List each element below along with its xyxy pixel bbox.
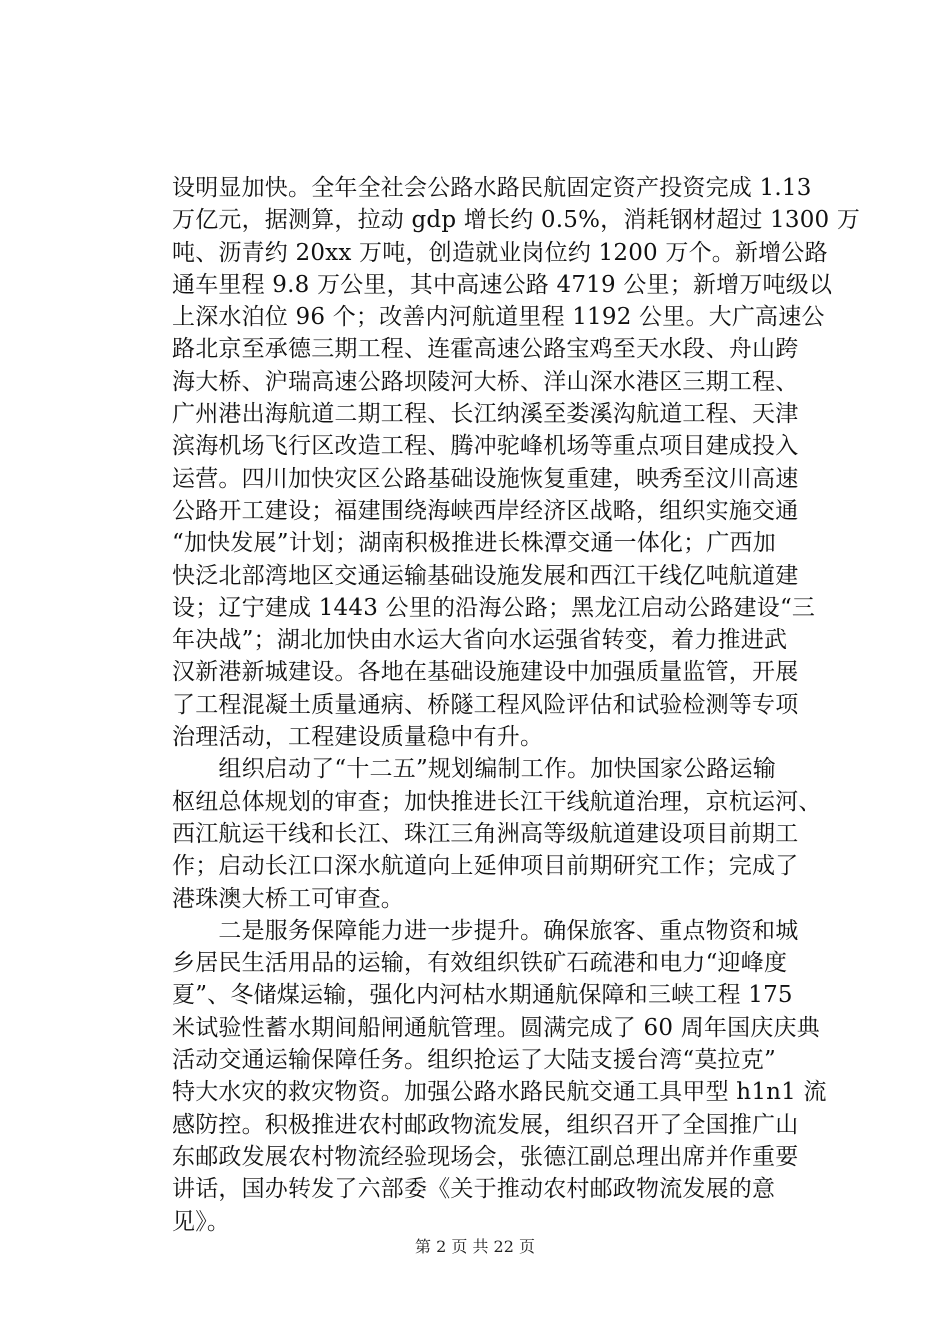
text-line: 运营。四川加快灾区公路基础设施恢复重建，映秀至汶川高速 <box>172 465 799 492</box>
text-line: 港珠澳大桥工可审查。 <box>172 885 404 912</box>
page-footer: 第 2 页 共 22 页 <box>415 1237 535 1256</box>
text-line: 设；辽宁建成 1443 公里的沿海公路；黑龙江启动公路建设“三 <box>172 594 816 621</box>
text-line: 特大水灾的救灾物资。加强公路水路民航交通工具甲型 h1n1 流 <box>172 1079 827 1106</box>
text-line: 乡居民生活用品的运输，有效组织铁矿石疏港和电力“迎峰度 <box>172 950 788 977</box>
text-line: 上深水泊位 96 个；改善内河航道里程 1192 公里。大广高速公 <box>172 304 825 331</box>
text-line: 米试验性蓄水期间船闸通航管理。圆满完成了 60 周年国庆庆典 <box>172 1014 820 1041</box>
text-line: 治理活动，工程建设质量稳中有升。 <box>172 724 544 751</box>
text-line: 广州港出海航道二期工程、长江纳溪至娄溪沟航道工程、天津 <box>172 401 799 428</box>
text-line: 通车里程 9.8 万公里，其中高速公路 4719 公里；新增万吨级以 <box>172 271 833 298</box>
text-line: 了工程混凝土质量通病、桥隧工程风险评估和试验检测等专项 <box>172 691 799 718</box>
text-line: 组织启动了“十二五”规划编制工作。加快国家公路运输 <box>172 756 776 783</box>
text-line: 海大桥、沪瑞高速公路坝陵河大桥、洋山深水港区三期工程、 <box>172 368 799 395</box>
text-line: 活动交通运输保障任务。组织抢运了大陆支援台湾“莫拉克” <box>172 1047 776 1074</box>
text-line: 设明显加快。全年全社会公路水路民航固定资产投资完成 1.13 <box>172 175 812 201</box>
text-line: 西江航运干线和长江、珠江三角洲高等级航道建设项目前期工 <box>172 820 799 847</box>
text-line: 年决战”；湖北加快由水运大省向水运强省转变，着力推进武 <box>172 627 788 654</box>
text-line: 夏”、冬储煤运输，强化内河枯水期通航保障和三峡工程 175 <box>172 982 793 1009</box>
text-line: 感防控。积极推进农村邮政物流发展，组织召开了全国推广山 <box>172 1111 799 1138</box>
text-line: 见》。 <box>172 1208 231 1235</box>
text-line: 万亿元，据测算，拉动 gdp 增长约 0.5%，消耗钢材超过 1300 万 <box>172 207 861 234</box>
text-line: 讲话，国办转发了六部委《关于推动农村邮政物流发展的意 <box>172 1176 776 1203</box>
body-text <box>172 172 861 1238</box>
text-line: 二是服务保障能力进一步提升。确保旅客、重点物资和城 <box>172 917 799 944</box>
text-line: 吨、沥青约 20xx 万吨，创造就业岗位约 1200 万个。新增公路 <box>172 239 828 266</box>
text-line: 滨海机场飞行区改造工程、腾冲驼峰机场等重点项目建成投入 <box>172 433 799 460</box>
text-line: 东邮政发展农村物流经验现场会，张德江副总理出席并作重要 <box>172 1143 799 1170</box>
text-line: “加快发展”计划；湖南积极推进长株潭交通一体化；广西加 <box>172 530 776 557</box>
text-line: 作；启动长江口深水航道向上延伸项目前期研究工作；完成了 <box>172 853 799 880</box>
text-line: 汉新港新城建设。各地在基础设施建设中加强质量监管，开展 <box>172 659 799 686</box>
text-line: 枢纽总体规划的审查；加快推进长江干线航道治理，京杭运河、 <box>172 788 822 815</box>
text-line: 路北京至承德三期工程、连霍高速公路宝鸡至天水段、舟山跨 <box>172 336 799 363</box>
text-line: 公路开工建设；福建围绕海峡西岸经济区战略，组织实施交通 <box>172 497 799 524</box>
text-line: 快泛北部湾地区交通运输基础设施发展和西江干线亿吨航道建 <box>172 562 799 589</box>
